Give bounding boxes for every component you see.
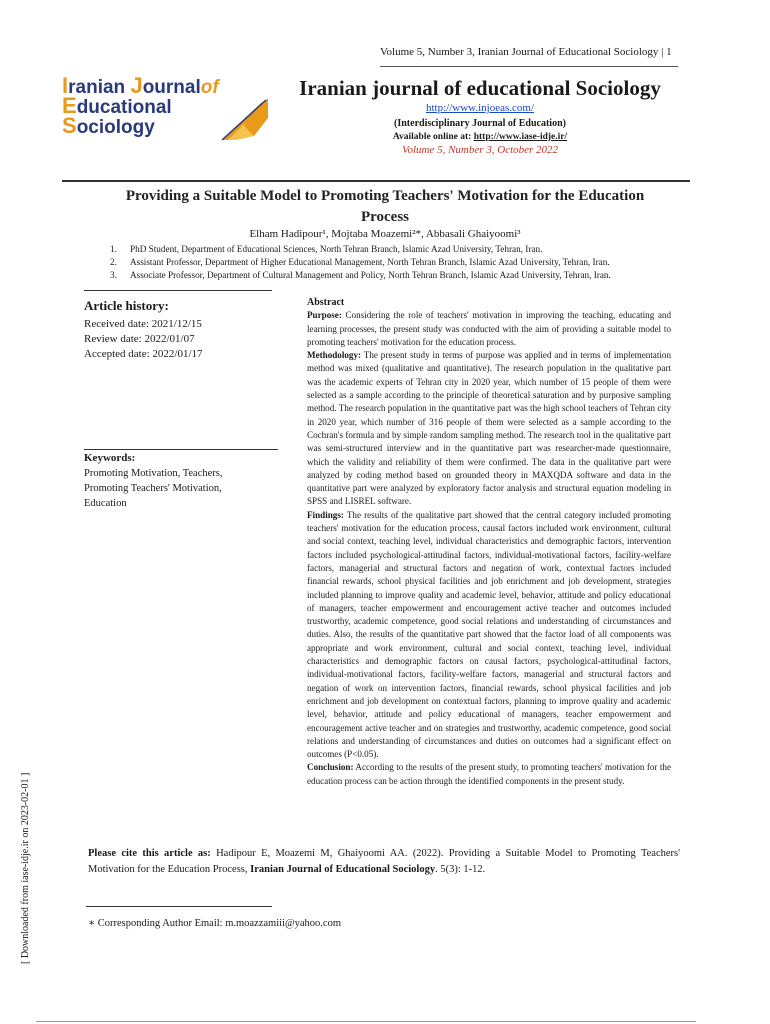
history-divider xyxy=(84,290,272,291)
affiliation-item: 2. Assistant Professor, Department of Higher Educational Management, North Tehran Branch, Islamic Azad University, Tehran, Iran. xyxy=(110,257,610,267)
affiliation-item: 3. Associate Professor, Department of Cultural Management and Policy, North Tehran Branch, Islamic Azad University, Tehran, Iran. xyxy=(110,270,611,280)
abstract-body xyxy=(307,296,671,788)
bottom-rule xyxy=(36,1021,696,1022)
download-watermark: [ Downloaded from iase-idje.ir on 2023-02-01 ] xyxy=(20,772,31,964)
accepted-date: Accepted date: 2022/01/17 xyxy=(84,348,203,360)
paper-title: Providing a Suitable Model to Promoting Teachers' Motivation for the Education Process xyxy=(125,188,645,225)
abstract-heading: Abstract xyxy=(307,297,345,308)
received-date: Received date: 2021/12/15 xyxy=(84,318,202,330)
keywords-heading: Keywords: xyxy=(84,452,136,464)
logo-line-2: Educational xyxy=(62,93,172,118)
affiliation-list xyxy=(110,243,690,282)
abstract-purpose: Purpose: Considering the role of teachers' motivation in improving the teaching, educating and learning processes, the present study was conducted with the aim of providing a suitable model to promoting teachers' motivation for the education process. xyxy=(307,310,671,347)
pen-nib-icon xyxy=(214,96,270,142)
author-list: Elham Hadipour¹, Mojtaba Moazemi²*, Abbasali Ghaiyoomi³ xyxy=(249,228,521,240)
review-date: Review date: 2022/01/07 xyxy=(84,333,195,345)
abstract-conclusion: Conclusion: According to the results of the present study, to promoting teachers' motivation for the education process can be action through the identified components in the present study. xyxy=(307,762,671,786)
abstract-methodology: Methodology: The present study in terms of purpose was applied and in terms of implementation method was mixed (qualitative and quantitative). The research population in the qualitative part was the academic experts of Tehran city in 2020 year, which number of 15 people of them were selected as a sample according to the principle of theoretical saturation and by purposive sampling method. The research population in the quantitative part was the high school teachers of Tehran city in 2020 year, which number of 316 people of them were selected as a sample according to the Cochran's formula and by simple random sampling method. The research tool in the qualitative part was semi-structured interview and in the quantitative part was researcher-made questionnaire, which the validity and reliability of them were confirmed. The data in the qualitative part were analyzed by coding method based on grounded theory in MAXQDA software and data in the quantitative part were analyzed by exploratory factor analysis and structural equation modeling in SPSS and LISREL software. xyxy=(307,350,671,507)
running-head: Volume 5, Number 3, Iranian Journal of Educational Sociology | 1 xyxy=(380,46,672,58)
footnote-divider xyxy=(86,906,272,907)
corresponding-author-footnote: ∗ Corresponding Author Email: m.moazzamiii@yahoo.com xyxy=(88,918,342,929)
journal-logo xyxy=(62,74,272,144)
logo-line-1: Iranian Journalof xyxy=(62,73,219,98)
online-url-link[interactable]: http://www.iase-idje.ir/ xyxy=(473,132,568,142)
logo-line-3: Sociology xyxy=(62,113,155,138)
volume-info: Volume 5, Number 3, October 2022 xyxy=(401,144,559,156)
affiliation-item: 1. PhD Student, Department of Educational Sciences, North Tehran Branch, Islamic Azad University, Tehran, Iran. xyxy=(110,244,543,254)
citation: Please cite this article as: Hadipour E, Moazemi M, Ghaiyoomi AA. (2022). Providing a Suitable Model to Promoting Teachers' Motivation for the Education Process, Iranian Journal of Educational Sociology. 5(3): 1-12. xyxy=(88,848,680,875)
title-divider xyxy=(62,180,690,182)
journal-title: Iranian journal of educational Sociology xyxy=(299,76,661,100)
article-history-heading: Article history: xyxy=(84,298,169,313)
journal-url-link[interactable]: http://www.injoeas.com/ xyxy=(425,102,535,114)
abstract-findings: Findings: The results of the qualitative part showed that the central category included promoting teachers' motivation for the education process, causal factors included work environment, cultural and social context, teaching level, individual characteristics and demographic factors, intervention factors included psychological-attitudinal factors, individual-motivational factors, facility-welfare factors, managerial and structural factors and negation of work, contextual factors included financial rewards, school physical facilities and job enrichment and job development, strategies included planning to improve quality and academic level, behavior, attitude and policy educational of managers, teacher empowerment and encouragement active teacher and outcomes included trustworthy, academic competence, good social relations and understanding of circumstances and duties. Also, the results of the quantitative part showed that the factor load of all components was appropriate and work environment, cultural and social context, teaching level, individual characteristics and demographic factors on causal factors, psychological-attitudinal factors, individual-motivational factors, facility-welfare factors, managerial and structural factors and negation of work on intervention factors, financial rewards, school physical facilities and job enrichment and job development on contextual factors, planning to improve quality and academic level, behavior, attitude and policy educational of managers, teacher empowerment and encouragement active teacher and on strategies and trustworthy, academic competence, good social relations and understanding of circumstances and duties on outcomes had a significant effect on outcomes (P<0.05). xyxy=(307,509,671,760)
keywords-divider xyxy=(84,449,278,450)
available-online: Available online at: http://www.iase-idje.ir/ xyxy=(392,132,568,142)
keywords-text: Promoting Motivation, Teachers, Promoting Teachers' Motivation, Education xyxy=(84,468,223,509)
header-divider xyxy=(380,66,678,67)
journal-subtitle: (Interdisciplinary Journal of Education) xyxy=(394,118,566,129)
